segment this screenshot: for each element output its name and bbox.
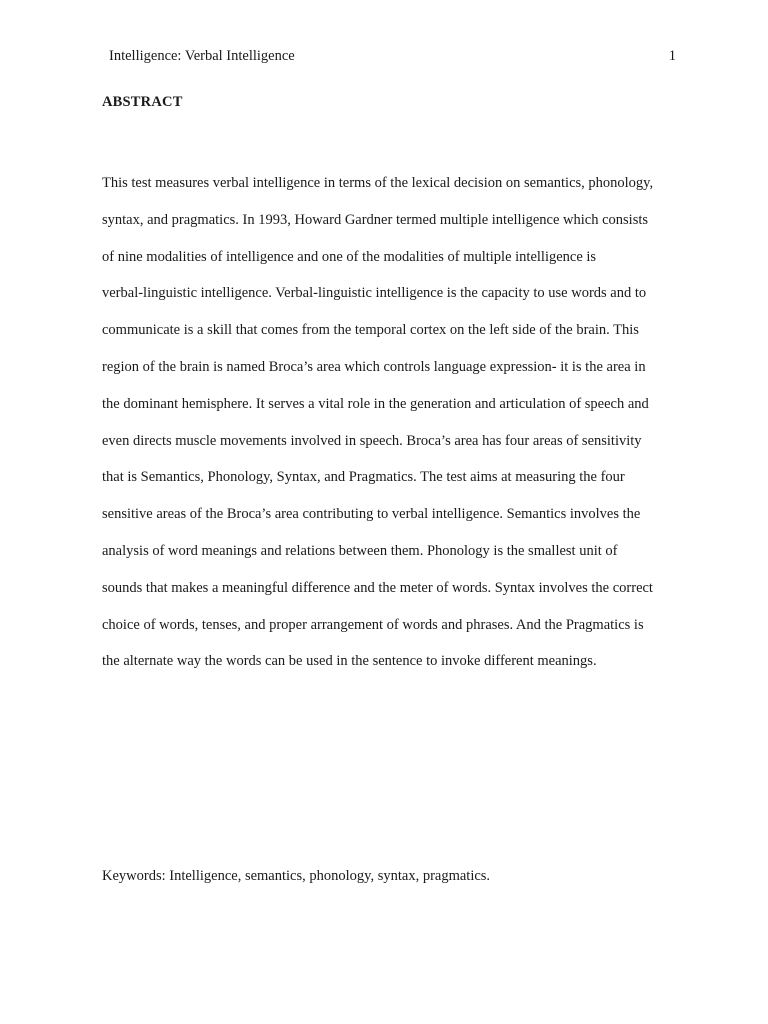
abstract-heading: ABSTRACT <box>102 94 183 110</box>
abstract-line: This test measures verbal intelligence in terms of the lexical decision on semantics, phonology, <box>102 175 654 191</box>
abstract-paragraph <box>102 165 678 680</box>
abstract-line: analysis of word meanings and relations between them. Phonology is the smallest unit of <box>102 542 618 559</box>
abstract-line: of nine modalities of intelligence and one of the modalities of multiple intelligence is <box>102 248 597 265</box>
abstract-line: verbal-linguistic intelligence. Verbal-linguistic intelligence is the capacity to use words and to <box>102 285 647 302</box>
abstract-line: the dominant hemisphere. It serves a vital role in the generation and articulation of speech and <box>102 395 649 412</box>
abstract-line: sounds that makes a meaningful difference and the meter of words. Syntax involves the correct <box>102 579 653 596</box>
abstract-line: the alternate way the words can be used in the sentence to invoke different meanings. <box>102 653 597 670</box>
running-head: Intelligence: Verbal Intelligence <box>109 48 295 64</box>
abstract-line: that is Semantics, Phonology, Syntax, and Pragmatics. The test aims at measuring the four <box>102 469 625 486</box>
keywords-line: Keywords: Intelligence, semantics, phonology, syntax, pragmatics. <box>102 868 491 884</box>
abstract-line: choice of words, tenses, and proper arrangement of words and phrases. And the Pragmatics is <box>102 616 644 633</box>
abstract-line: communicate is a skill that comes from the temporal cortex on the left side of the brain. This <box>102 322 639 339</box>
abstract-line: sensitive areas of the Broca’s area contributing to verbal intelligence. Semantics involves the <box>102 506 641 523</box>
abstract-line: even directs muscle movements involved in speech. Broca’s area has four areas of sensitivity <box>102 432 642 449</box>
page-number: 1 <box>668 48 676 64</box>
abstract-line: region of the brain is named Broca’s area which controls language expression- it is the area in <box>102 358 646 375</box>
abstract-line: syntax, and pragmatics. In 1993, Howard Gardner termed multiple intelligence which consists <box>102 211 649 228</box>
